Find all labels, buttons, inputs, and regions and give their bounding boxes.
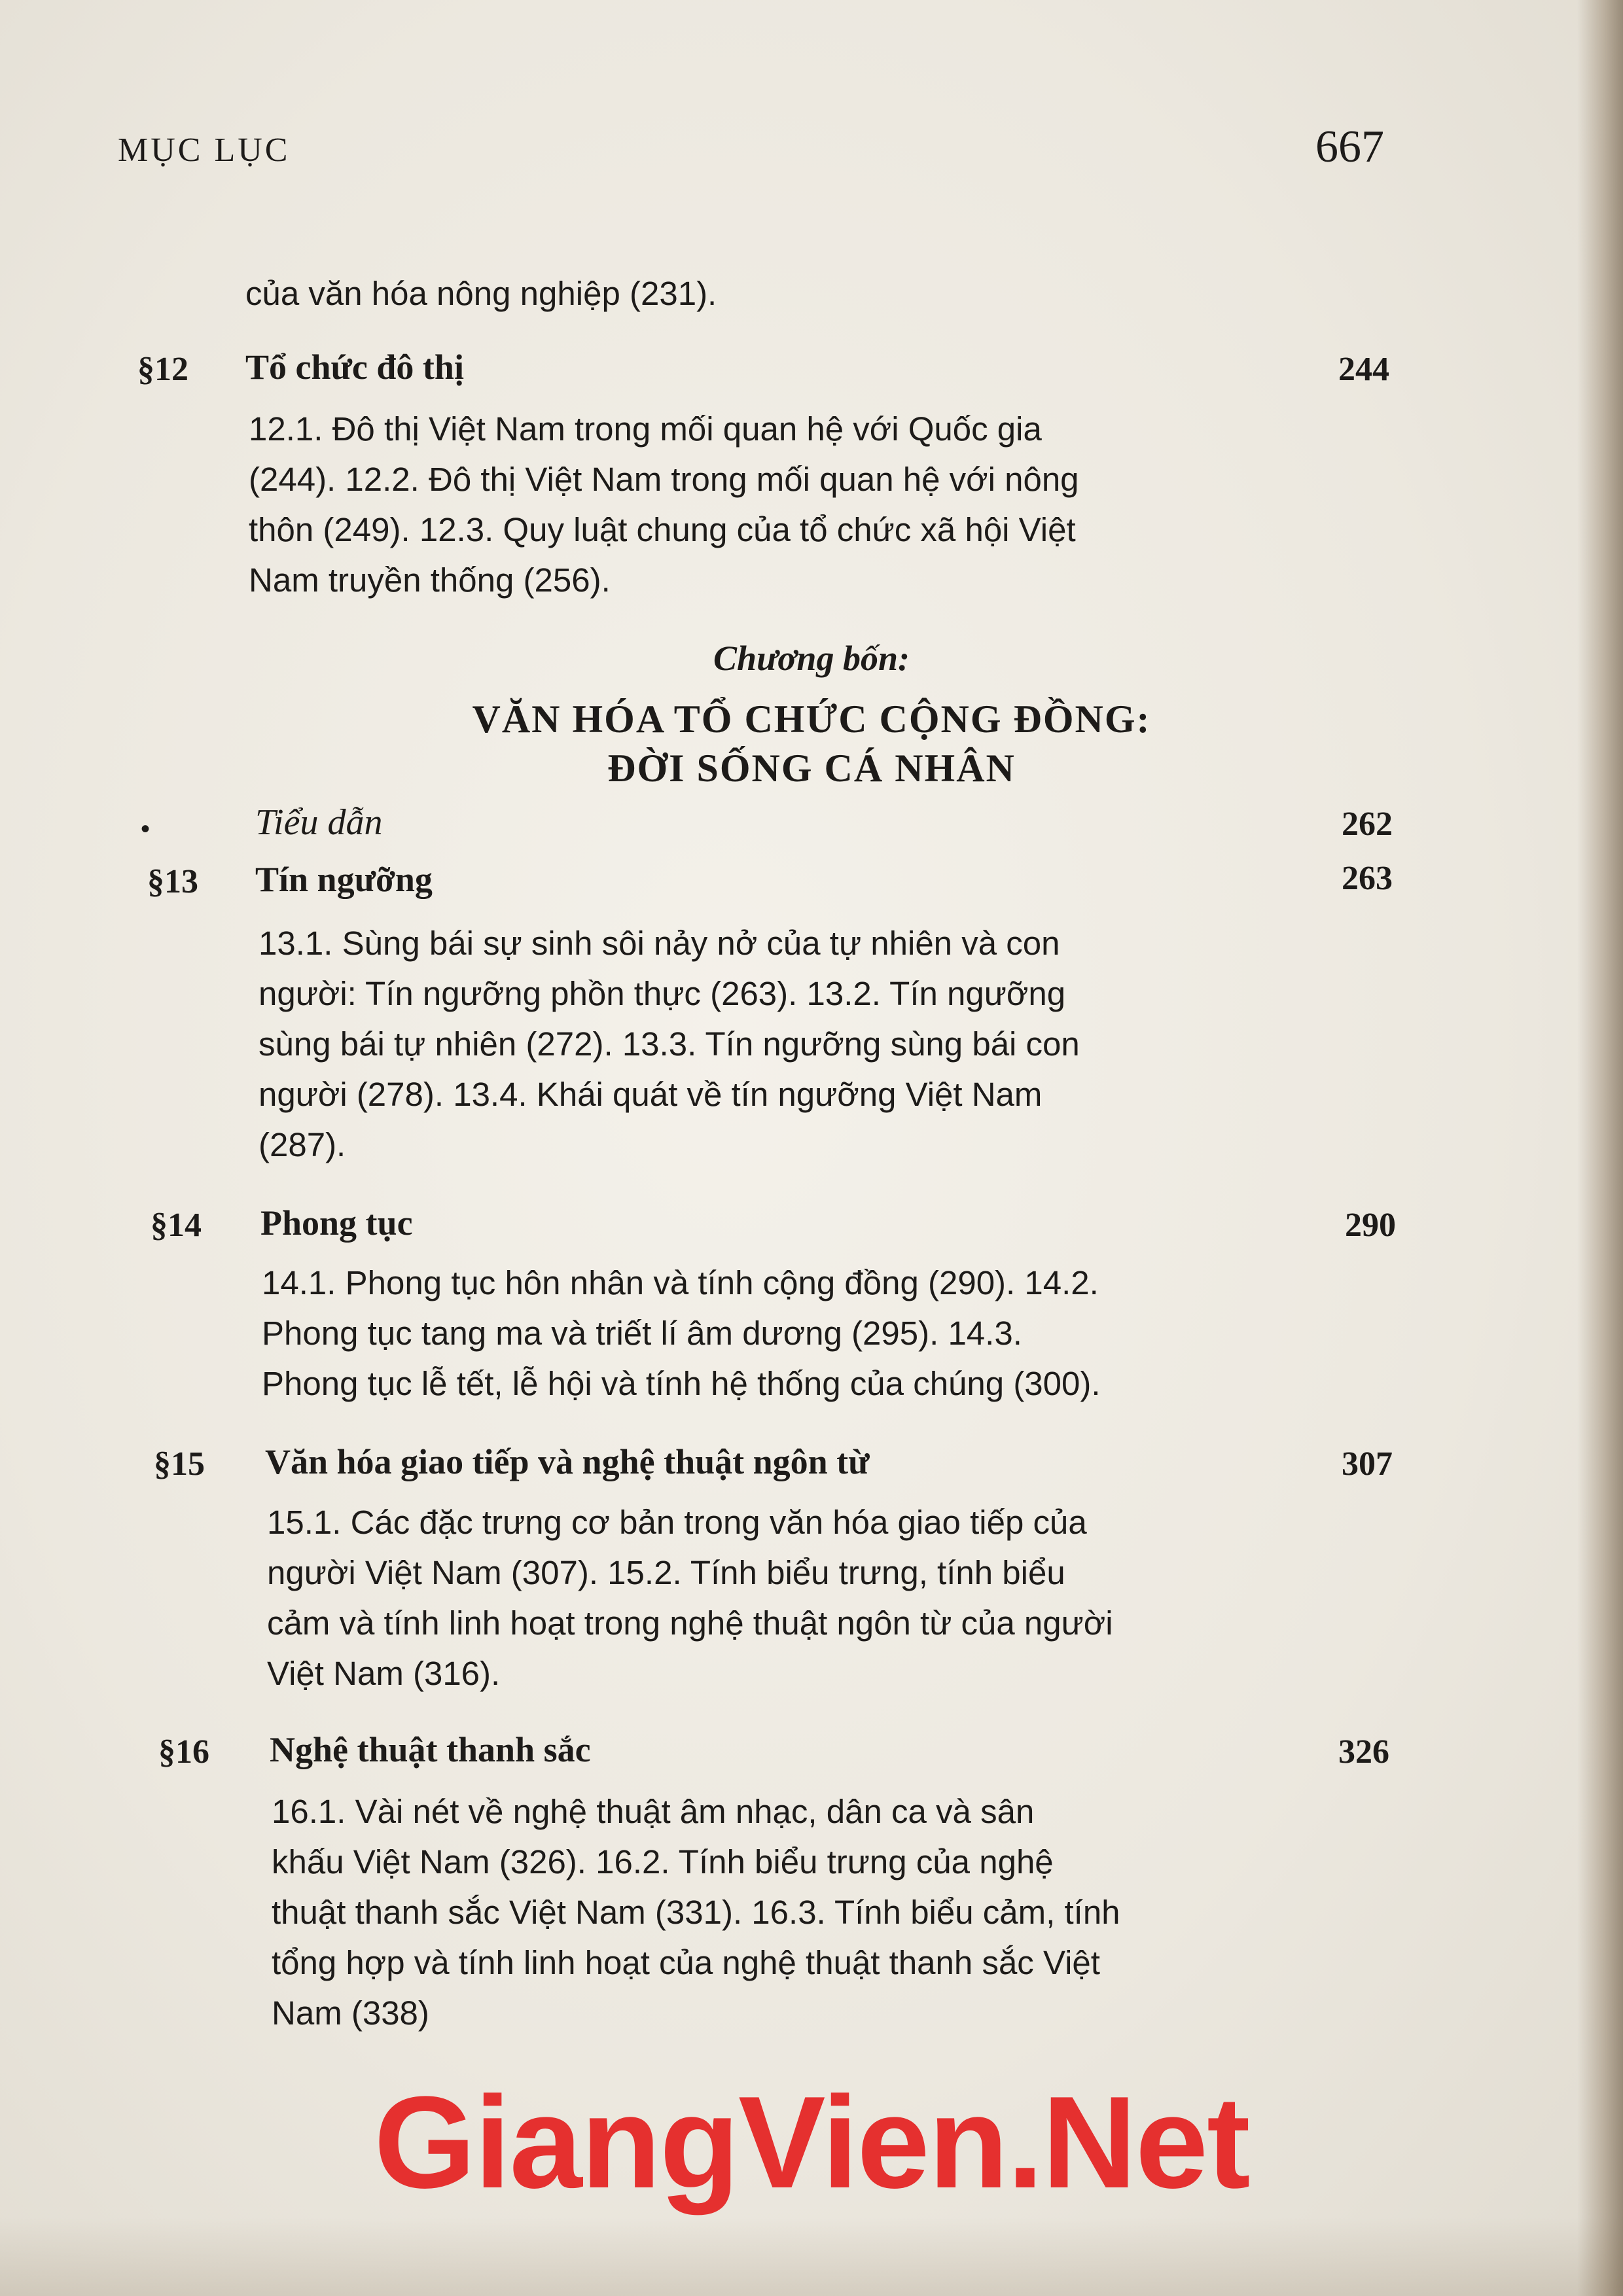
body-line: cảm và tính linh hoạt trong nghệ thuật ngôn từ của người	[267, 1604, 1113, 1642]
section-page: 290	[1345, 1207, 1396, 1244]
body-line: Nam truyền thống (256).	[249, 561, 611, 599]
chapter-title-line-2: ĐỜI SỐNG CÁ NHÂN	[607, 747, 1016, 790]
body-line: sùng bái tự nhiên (272). 13.3. Tín ngưỡng sùng bái con	[259, 1025, 1080, 1063]
body-line: khấu Việt Nam (326). 16.2. Tính biểu trưng của nghệ	[272, 1843, 1054, 1881]
section-number: §13	[147, 863, 198, 900]
running-head: MỤC LỤC	[118, 132, 291, 169]
section-page: 326	[1338, 1733, 1389, 1771]
section-title: Văn hóa giao tiếp và nghệ thuật ngôn từ	[265, 1442, 870, 1481]
section-number: §14	[151, 1207, 202, 1244]
body-line: Nam (338)	[272, 1994, 429, 2032]
section-body	[259, 918, 1293, 1170]
body-line: thuật thanh sắc Việt Nam (331). 16.3. Tính biểu cảm, tính	[272, 1894, 1120, 1931]
chapter-title-line-1: VĂN HÓA TỔ CHỨC CỘNG ĐỒNG:	[472, 698, 1151, 741]
chapter-label: Chương bốn:	[713, 639, 910, 678]
page-number: 667	[1315, 122, 1384, 172]
body-line: 12.1. Đô thị Việt Nam trong mối quan hệ với Quốc gia	[249, 410, 1042, 448]
body-line: thôn (249). 12.3. Quy luật chung của tổ chức xã hội Việt	[249, 511, 1076, 548]
section-number: §15	[154, 1445, 205, 1483]
spine-shadow	[1577, 0, 1623, 2296]
section-number: §12	[137, 351, 188, 388]
section-title: Tổ chức đô thị	[245, 347, 464, 387]
bullet-icon: •	[141, 815, 151, 843]
bottom-edge-shadow	[0, 2217, 1623, 2296]
body-line: Phong tục lễ tết, lễ hội và tính hệ thống của chúng (300).	[262, 1365, 1101, 1402]
body-line: 15.1. Các đặc trưng cơ bản trong văn hóa giao tiếp của	[267, 1504, 1087, 1541]
section-title: Phong tục	[260, 1203, 413, 1243]
intro-title: Tiểu dẫn	[255, 802, 383, 843]
body-line: 14.1. Phong tục hôn nhân và tính cộng đồng (290). 14.2.	[262, 1264, 1099, 1301]
section-body	[262, 1258, 1296, 1409]
body-line: người Việt Nam (307). 15.2. Tính biểu trưng, tính biểu	[267, 1554, 1065, 1591]
body-line: tổng hợp và tính linh hoạt của nghệ thuật thanh sắc Việt	[272, 1944, 1100, 1981]
section-page: 307	[1342, 1445, 1393, 1483]
body-line: Phong tục tang ma và triết lí âm dương (295). 14.3.	[262, 1315, 1022, 1352]
section-title: Nghệ thuật thanh sắc	[270, 1730, 591, 1769]
body-line: Việt Nam (316).	[267, 1655, 501, 1692]
section-body	[249, 404, 1296, 605]
body-line: người (278). 13.4. Khái quát về tín ngưỡng Việt Nam	[259, 1076, 1043, 1113]
body-line: người: Tín ngưỡng phồn thực (263). 13.2. Tín ngưỡng	[259, 975, 1066, 1012]
body-line: 13.1. Sùng bái sự sinh sôi nảy nở của tự nhiên và con	[259, 925, 1060, 962]
section-body	[267, 1497, 1294, 1699]
section-body	[272, 1786, 1293, 2038]
continuation-text: của văn hóa nông nghiệp (231).	[245, 275, 717, 312]
section-number: §16	[158, 1733, 209, 1771]
section-title: Tín ngưỡng	[255, 860, 433, 899]
section-page: 263	[1342, 860, 1393, 897]
body-line: 16.1. Vài nét về nghệ thuật âm nhạc, dân ca và sân	[272, 1793, 1035, 1830]
body-line: (244). 12.2. Đô thị Việt Nam trong mối quan hệ với nông	[249, 461, 1079, 498]
intro-page: 262	[1342, 805, 1393, 843]
watermark-text: GiangVien.Net	[374, 2070, 1249, 2216]
body-line: (287).	[259, 1126, 346, 1163]
section-page: 244	[1338, 351, 1389, 388]
